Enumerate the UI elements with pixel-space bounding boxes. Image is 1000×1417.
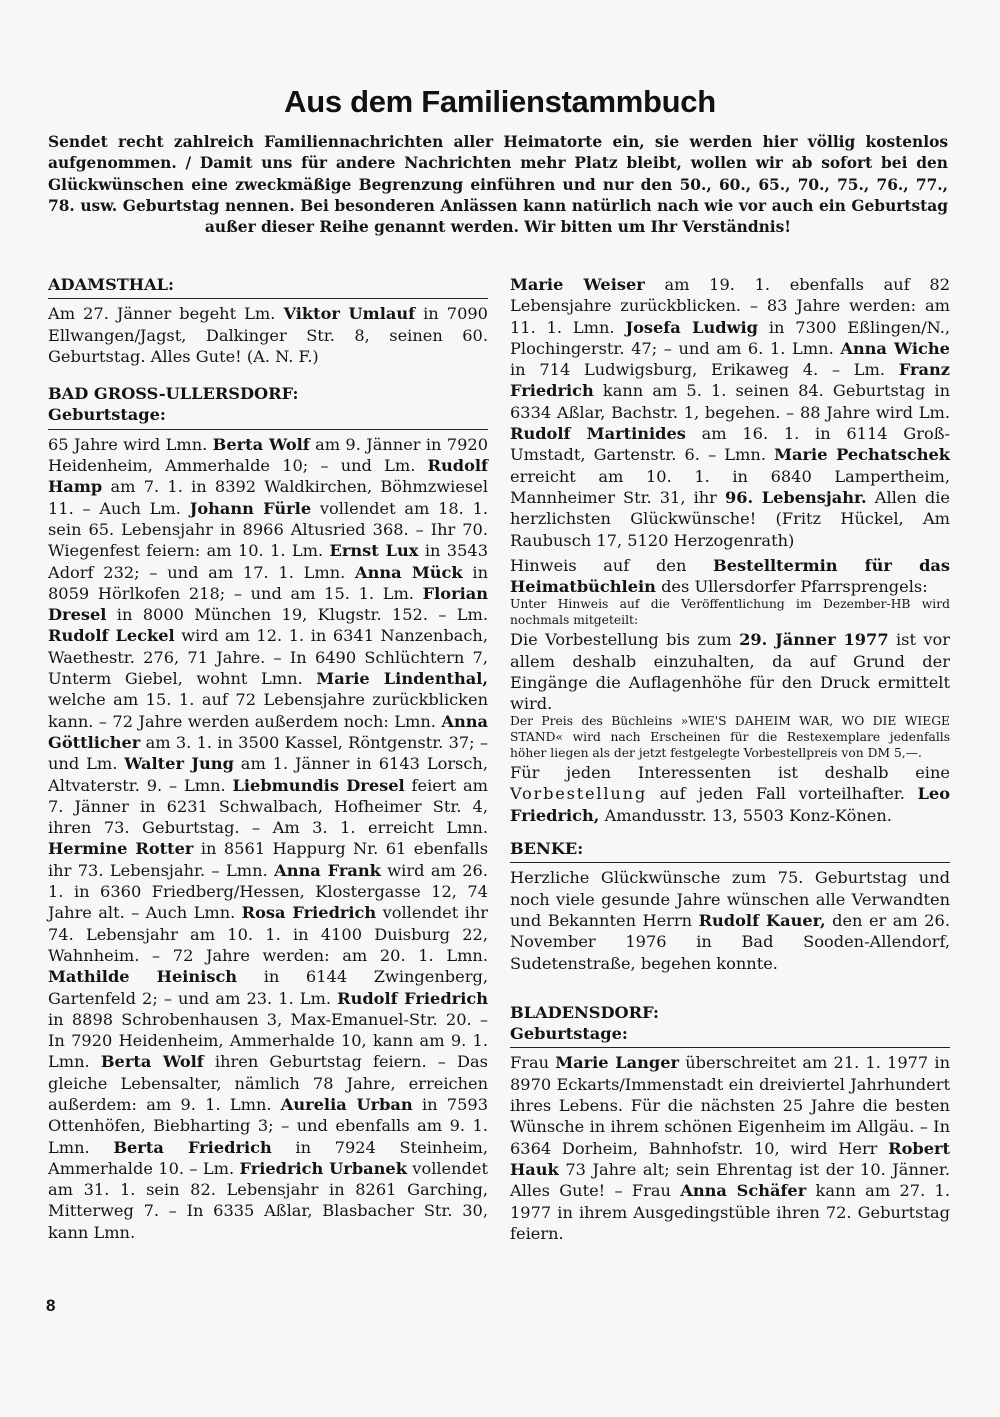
person-name: Marie Weiser <box>510 275 645 294</box>
person-name: Berta Wolf <box>100 1052 204 1072</box>
section-rule <box>510 862 950 863</box>
person-name: Berta Friedrich <box>113 1137 272 1157</box>
paragraph-adamsthal: Am 27. Jänner begeht Lm. Viktor Umlauf in 7090 Ellwangen/Jagst, Dalkinger Str. 8, seinen 60. Geburtstag. Alles Gute! (A. N. F.) <box>48 304 488 366</box>
section-heading-adamsthal: ADAMSTHAL: <box>48 275 175 294</box>
right-column <box>510 274 950 1244</box>
section-rule <box>510 1047 950 1048</box>
highlight: Bestelltermin für das Heimatbüchlein <box>510 555 950 597</box>
person-name: Marie Pechatschek <box>774 445 950 465</box>
person-name: Berta Wolf <box>212 434 310 454</box>
highlight-date: 29. Jänner 1977 <box>739 630 889 650</box>
paragraph-benke: Herzliche Glückwünsche zum 75. Geburtstag und noch viele gesunde Jahre wünschen alle Verwandten und Bekannten Herrn Rudolf Kauer, den er am 26. November 1976 in Bad Sooden-Allendorf, Sudetenstraße, begehen konnte. <box>510 868 951 973</box>
page-number: 8 <box>46 1296 56 1315</box>
person-name: Anna Göttlicher <box>48 711 488 752</box>
person-name: Rudolf Kauer, <box>698 910 826 930</box>
person-name: Anna Wiche <box>840 338 950 358</box>
person-name: Anna Frank <box>274 860 381 880</box>
paragraph-hinweis-note: Unter Hinweis auf die Veröffentlichung im Dezember-HB wird nochmals mitgeteilt: <box>510 597 950 628</box>
person-name: Johann Fürle <box>189 498 312 518</box>
highlight: 96. Lebensjahr. <box>724 487 867 507</box>
person-name: Franz Friedrich <box>510 360 950 401</box>
person-name: Rudolf Martinides <box>510 424 686 444</box>
intro-paragraph: Sendet recht zahlreich Familiennachrichten aller Heimatorte ein, sie werden hier völlig kostenlos aufgenommen. / Damit uns für andere Nachrichten mehr Platz bleibt, wollen wir ab sofort bei den Glückwünschen eine zweckmäßige Begrenzung einführen und nur den 50., 60., 65., 70., 75., 76., 77., 78. usw. Geburtstag nennen. Bei besonderen Anlässen kann natürlich nach wie vor auch ein Geburtstag außer dieser Reihe genannt werden. Wir bitten um Ihr Verständnis! <box>48 133 948 237</box>
section-heading-bladensdorf: BLADENSDORF: <box>510 1002 659 1022</box>
left-column <box>48 274 488 1243</box>
section-heading-bad-gross-ullersdorf: BAD GROSS-ULLERSDORF: <box>48 384 299 404</box>
person-name: Mathilde Heinisch <box>48 967 238 987</box>
person-name: Josefa Ludwig <box>625 317 758 337</box>
paragraph-hinweis: Hinweis auf den Bestelltermin für das Heimatbüchlein des Ullersdorfer Pfarrsprengels: <box>510 555 950 597</box>
paragraph-preis-note: Der Preis des Büchleins »WIE'S DAHEIM WAR, WO DIE WIEGE STAND« wird nach Erscheinen für die Restexemplare jedenfalls höher liegen als der jetzt festgelegte Vorbestellpreis von DM 5,—. <box>510 714 950 761</box>
person-name: Viktor Umlauf <box>283 304 416 324</box>
person-name: Rudolf Hamp <box>48 456 488 497</box>
spaced-word: Vorbestellung <box>510 784 647 804</box>
person-name: Walter Jung <box>124 754 234 774</box>
person-name: Liebmundis Dresel <box>232 775 405 795</box>
subheading-geburtstage: Geburtstage: <box>48 405 166 425</box>
section-heading-benke: BENKE: <box>510 839 584 859</box>
section-rule <box>48 298 488 299</box>
person-name: Ernst Lux <box>329 541 419 561</box>
person-name: Anna Schäfer <box>680 1181 807 1201</box>
person-name: Anna Mück <box>355 562 463 582</box>
person-name: Rudolf Friedrich <box>337 988 488 1008</box>
section-rule <box>48 429 488 430</box>
person-name: Florian Dresel <box>48 583 488 625</box>
person-name: Rudolf Leckel <box>48 626 175 646</box>
paragraph-vorbestellung: Die Vorbestellung bis zum 29. Jänner 1977 ist vor allem deshalb einzuhalten, da auf Grund der Eingänge die Auflagenhöhe für den Druck ermittelt wird. <box>510 630 951 714</box>
person-name: Marie Langer <box>555 1053 680 1073</box>
person-name: Friedrich Urbanek <box>239 1158 407 1178</box>
subheading-geburtstage: Geburtstage: <box>510 1024 628 1044</box>
person-name: Robert Hauk <box>510 1138 950 1179</box>
paragraph-interessenten: Für jeden Interessenten ist deshalb eine Vorbestellung auf jeden Fall vorteilhafter. Leo Friedrich, Amandusstr. 13, 5503 Konz-Könen. <box>510 763 950 825</box>
paragraph-bladensdorf: Frau Marie Langer überschreitet am 21. 1. 1977 in 8970 Eckarts/Immenstadt ein dreiviertel Jahrhundert ihres Lebens. Für die nächsten 25 Jahre die besten Wünsche in ihrem schönen Eigenheim im Allgäu. – In 6364 Dorheim, Bahnhofstr. 10, wird Herr Robert Hauk 73 Jahre alt; sein Ehrentag ist der 10. Jänner. Alles Gute! – Frau Anna Schäfer kann am 27. 1. 1977 in ihrem Ausgedingstüble ihren 72. Geburtstag feiern. <box>510 1053 950 1243</box>
person-name: Hermine Rotter <box>48 839 194 859</box>
person-name: Marie Lindenthal, <box>316 669 488 689</box>
person-name: Leo Friedrich, <box>510 784 950 825</box>
paragraph-continuation: Marie Weiser am 19. 1. ebenfalls auf 82 Lebensjahre zurückblicken. – 83 Jahre werden: am 11. 1. Lmn. Josefa Ludwig in 7300 Eßlingen/N., Plochingerstr. 47; – und am 6. 1. Lmn. Anna Wiche in 714 Ludwigsburg, Erikaweg 4. – Lm. Franz Friedrich kann am 5. 1. seinen 84. Geburtstag in 6334 Aßlar, Bachstr. 1, begehen. – 88 Jahre wird Lm. Rudolf Martinides am 16. 1. in 6114 Groß-Umstadt, Gartenstr. 6. – Lmn. Marie Pechatschek erreicht am 10. 1. in 6840 Lampertheim, Mannheimer Str. 31, ihr 96. Lebensjahr. Allen die herzlichsten Glückwünsche! (Fritz Hückel, Am Raubusch 17, 5120 Herzogenrath) <box>510 275 950 550</box>
person-name: Rosa Friedrich <box>241 903 377 923</box>
paragraph-bad-gross-ullersdorf: 65 Jahre wird Lmn. Berta Wolf am 9. Jänner in 7920 Heidenheim, Ammerhalde 10; – und Lm. Rudolf Hamp am 7. 1. in 8392 Waldkirchen, Böhmzwiesel 11. – Auch Lm. Johann Fürle vollendet am 18. 1. sein 65. Lebensjahr in 8966 Altusried 368. – Ihr 70. Wiegenfest feiern: am 10. 1. Lm. Ernst Lux in 3543 Adorf 232; – und am 17. 1. Lmn. Anna Mück in 8059 Hörlkofen 218; – und am 15. 1. Lm. Florian Dresel in 8000 München 19, Klugstr. 152. – Lm. Rudolf Leckel wird am 12. 1. in 6341 Nanzenbach, Waethestr. 276, 71 Jahre. – In 6490 Schlüchtern 7, Unterm Giebel, wohnt Lmn. Marie Lindenthal, welche am 15. 1. auf 72 Lebensjahre zurückblicken kann. – 72 Jahre werden außerdem noch: Lmn. Anna Göttlicher am 3. 1. in 3500 Kassel, Röntgenstr. 37; – und Lm. Walter Jung am 1. Jänner in 6143 Lorsch, Altvaterstr. 9. – Lmn. Liebmundis Dresel feiert am 7. Jänner in 6231 Schwalbach, Hofheimer Str. 4, ihren 73. Geburtstag. – Am 3. 1. erreicht Lmn. Hermine Rotter in 8561 Happurg Nr. 61 ebenfalls ihr 73. Lebensjahr. – Lmn. Anna Frank wird am 26. 1. in 6360 Friedberg/Hessen, Klostergasse 12, 74 Jahre alt. – Auch Lmn. Rosa Friedrich vollendet ihr 74. Lebensjahr am 10. 1. in 4100 Duisburg 22, Wahnheim. – 72 Jahre werden: am 20. 1. Lmn. Mathilde Heinisch in 6144 Zwingenberg, Gartenfeld 2; – und am 23. 1. Lm. Rudolf Friedrich in 8898 Schrobenhausen 3, Max-Emanuel-Str. 20. – In 7920 Heidenheim, Ammerhalde 10, kann am 9. 1. Lmn. Berta Wolf ihren Geburtstag feiern. – Das gleiche Lebensalter, nämlich 78 Jahre, erreichen außerdem: am 9. 1. Lmn. Aurelia Urban in 7593 Ottenhöfen, Biebharting 3; – und ebenfalls am 9. 1. Lmn. Berta Friedrich in 7924 Steinheim, Ammerhalde 10. – Lm. Friedrich Urbanek vollendet am 31. 1. sein 82. Lebensjahr in 8261 Garching, Mitterweg 7. – In 6335 Aßlar, Blasbacher Str. 30, kann Lmn. <box>48 434 489 1242</box>
person-name: Aurelia Urban <box>280 1094 413 1114</box>
page-title: Aus dem Familienstammbuch <box>284 84 716 119</box>
